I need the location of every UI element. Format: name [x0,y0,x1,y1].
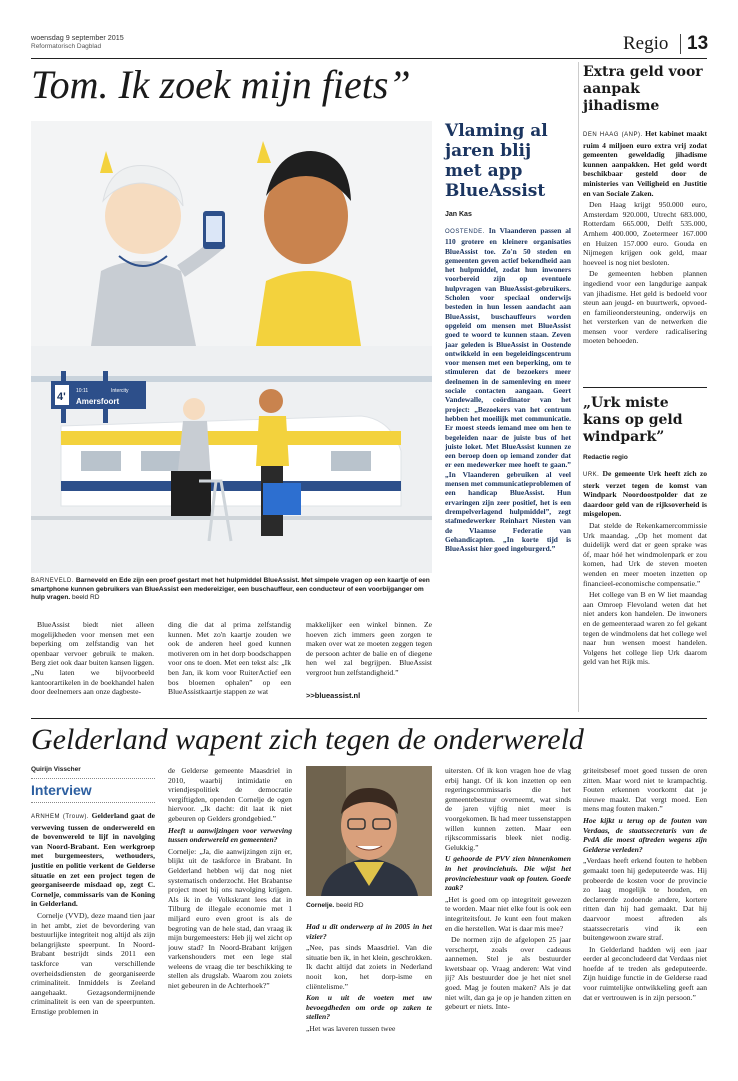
train-type: Intercity [111,388,129,394]
interview-col-5-a1: „Verdaas heeft erkend fouten te hebben gemaakt toen hij gedeputeerde was. Hij probeerde de kosten voor de provincie zo laag mogelijk te houden, en declareerde zodoende andere, kortere ritten dan hij had gemaakt. Dat hij daarvoor moest aftreden als staatssecretaris vind ik een buitengewoon zware straf. [583,856,707,943]
interview-col-5-a2: In Gelderland hadden wij een jaar eerder al geconcludeerd dat Verdaas niet hoefde af te treden als gedeputeerde. Zijn huidige functie in de Gelderse raad voor ruimtelijke ontwikkeling geeft aan dat er vertrouwen is in zijn persoon.” [583,944,707,1002]
cornelje-photo [306,766,432,896]
interview-col-1-body [31,811,155,1081]
interview-col-5-p1: griteitsbesef moet goed tussen de oren zitten. Maar word niet te krampachtig. Fouten erkennen voorkomt dat je nieuwe maakt. Dat vergt moed. Een mens mag fouten maken.” [583,766,707,814]
side-headline: Vlaming al jaren blij met app BlueAssist [445,121,548,201]
main-col-1-text: BlueAssist biedt niet alleen mogelijkheden voor mensen met een beperking om zelfstandig van het openbaar vervoer gebruik te maken. Berg ziet ook daar buiten kansen liggen. „Nu laten we bijvoorbeeld kantoorartikelen in de boekhandel halen door deelnemers aan onze dagbeste- [31,620,154,697]
departure-time: 10:11 [76,388,89,394]
main-illustration [31,121,432,573]
interview-headline: Gelderland wapent zich tegen de onderwereld [31,723,584,756]
section-name: Regio [623,33,669,54]
page-number: 13 [687,33,709,54]
interview-col-4-a1: „Het is goed om op integriteit gewezen te worden. Maar niet elke fout is ook een integriteitsfout. Je kunt een fout maken en die herstellen. Wat is daar mis mee? [445,894,571,933]
platform-number: 4' [57,391,66,403]
jihadisme-body [583,129,707,348]
side-article [445,121,571,711]
main-col-2-text: ding die dat al prima zelfstandig kunnen. Met zo'n kaartje zouden we ook de anderen heel goed kunnen motiveren om in het dorp boodschappen voor ons te doen. Met een tekst als: „Ik ben Jan, ik kom voor RuiterActief een bos bloemen ophalen” op een BlueAssistkaartje stappen ze wat [168,620,291,697]
jihadisme-article [583,64,707,348]
photo-caption-name: Cornelje. [306,902,335,909]
side-body [445,226,571,746]
interview-col-4-a2: De normen zijn de afgelopen 25 jaar verscherpt, zoals over cadeaus aannemen. Stel je als bestuurder kwetsbaar op. Vraag anderen: Wat vind jij? Als bestuurder doe je het niet snel goed. Mag je fouten maken? Als je dat niet wilt, dan ga je op je handen zitten en gebeurt er niets. Inte- [445,935,571,1012]
urk-headline: „Urk miste kans op geld windpark” [583,395,683,445]
interview-label: Interview [31,782,92,798]
main-col-3 [306,620,432,690]
interview-col-5 [583,766,707,1056]
interview-col-3-q2: Kon u uit de voeten met uw bevoegdheden om orde op zaken te stellen? [306,993,432,1022]
issue-date: woensdag 9 september 2015 [31,33,124,42]
interview-col-4-q1: U gehoorde de PVV zien binnenkomen in het provinciehuis. Die wijst het provinciebestuur vaak op fouten. Goede zaak? [445,854,571,893]
urk-lead: De gemeente Urk heeft zich zo sterk verzet tegen de komst van Windpark Noordoostpolder dat ze daardoor geld van de rijksoverheid is misgelopen. [583,469,707,519]
interview-col-3 [306,922,432,1062]
urk-dateline: URK. [583,472,600,478]
interview-col-2-a1: Cornelje: „Ja, die aanwijzingen zijn er, blijkt uit de taskforce in Brabant. In Gelderland hebben wij dat nog niet systematisch onderzocht. Het Brabantse project moet bij ons navolging krijgen. Als ik in de Volkskrant lees dat in Tilburg de illegale economie met 1 miljard euro even groot is als de begroting van de hele stad, dan vraag ik mijn burgemeesters: Heb jij wel zicht op jouw stad? In Noord-Brabant krijgen varkenshouders met een lege stal weleens de vraag die ter beschikking te stellen als drugslab. Waarom zou zoiets niet gebeuren in de Achterhoek?” [168,846,292,991]
destination-sign: Amersfoort [76,397,120,406]
interview-dateline: ARNHEM (Trouw). [31,814,89,820]
column-divider [578,62,579,712]
interview-col-4 [445,766,571,1056]
interview-col-1-text: Cornelje (VVD), deze maand tien jaar in het ambt, ziet de bevordering van bestuurlijke integriteit nog altijd als zijn belangrijkste speerpunt. In Noord-Brabant bestrijdt sinds 2011 een taskforce van verschillende overheidsdiensten de georganiseerde criminaliteit. Inmiddels is Zeeland aangehaakt. Gezagsondermijnende criminaliteit is een van de speerpunten. Ernstige problemen in [31,910,155,1016]
photo-caption-credit: beeld RD [336,902,364,909]
urk-p1: Dat stelde de Rekenkamercommissie Urk maandag. „Op het moment dat duidelijk werd dat er geen sprake was óf, maar hóé het windmolenpark er zou komen, had Urk de steven moeten wenden en meer moeten inzetten op financieel-economische compensatie.” [583,520,707,588]
interview-col-2-p1: de Gelderse gemeente Maasdriel in 2010, waarbij intimidatie en vriendjespolitiek de democratie vergiftigden, openden Cornelje de ogen hiervoor. „Ik dacht: dit laat ik niet gebeuren op Gelders grondgebied.” [168,766,292,823]
interview-col-2-q1: Heeft u aanwijzingen voor verweving tussen onderwereld en gemeenten? [168,825,292,845]
interview-col-1 [31,766,155,1081]
newspaper-name: Reformatorisch Dagblad [31,43,102,50]
urk-p2: Het college van B en W liet maandag aan Omroep Flevoland weten dat het niet anders kon handelen. De inwoners en de gemeenteraad waren zo fel gekant tegen de windmolens dat het college wel naar hun wensen moest handelen. Volgens het college liep Urk daarom geld van het Rijk mis. [583,590,707,667]
jihadisme-lead: Het kabinet maakt ruim 4 miljoen euro extra vrij zodat gemeenten geweldadig jihadisme kunnen aanpakken. Het geld wordt beschikbaar gesteld door de ministeries van Veiligheid en Justitie en van Sociale Zaken. [583,129,707,198]
urk-article [583,395,707,709]
main-col-1 [31,620,154,700]
jihadisme-p2: De gemeenten hebben plannen ingediend voor een langdurige aanpak van jihadisme. Het geld is bedoeld voor steun aan jeugd- en buurtwerk, opvoed- en familieondersteuning, onderwijs en het versterken van de netwerken die mensen voor verdere radicalisering moeten behoeden. [583,269,707,346]
jihadisme-headline: Extra geld voor aanpak jihadisme [583,64,703,114]
side-lead: In Vlaanderen passen al 110 grotere en kleinere organisaties BlueAssist toe. Zo'n 50 steden en gemeenten geven actief bekendheid aan het hulpmiddel, zodat hun inwoners voorbereid zijn op eventuele hulpvragen van BlueAssist-gebruikers. Scholen voor speciaal onderwijs besteden in hun lessen aandacht aan BlueAssist, buschauffeurs worden opgeleid om mensen met BlueAssist goed te woord te kunnen staan. Zeven jaar geleden is BlueAssist in Oostende ontwikkeld in een begeleidingscentrum voor mensen met een beperking, om te stimuleren dat de bezoekers meer deelnemen in de samenleving en meer sociale contacten aangaan. Geert Vandewalle, coördinator van het project: „Bezoekers van het centrum hebben het moeilijk met communicatie. Er moest steeds iemand mee om hen te begeleiden naar de juiste bus of het juiste loket. Met BlueAssist kunnen ze een beroep doen op iemand zonder dat er een medewerker mee hoeft te gaan.” „In Vlaanderen gebruiken al veel mensen met communicatieproblemen of een handicap BlueAssist. Hun ervaringen zijn zeer positief, het is een drempelverlagend hulpmiddel”, zegt stafmedewerker Reinhart Niesten van de Vlaamse Federatie van Gehandicapten. „In korte tijd is BlueAssist hier goed ingeburgerd.” [445,226,571,554]
blueassist-link[interactable]: >>blueassist.nl [306,691,361,700]
masthead-rule [31,58,707,59]
main-col-2 [168,620,291,700]
jihadisme-dateline: DEN HAAG (ANP). [583,132,643,138]
urk-byline: Redactie regio [583,454,628,461]
caption-credit: beeld RD [72,594,100,602]
interview-col-4-p1: uitersten. Of ik kon vragen hoe de vlag erbij hangt. Of ik kon inzetten op een regeringscommissaris die het gemeentebestuur overneemt, wat sinds de jaren vijftig niet meer is voorgekomen. Ik had meer tussenstappen willen kunnen zetten. Maar een rijkscommissaris bleek niet nodig. Gelukkig.” [445,766,571,852]
masthead-divider [680,34,681,54]
caption-dateline: BARNEVELD. [31,578,75,584]
main-caption [31,577,432,603]
caption-text: Barneveld en Ede zijn een proef gestart met het hulpmiddel BlueAssist. Met simpele vragen op een kaartje of een smartphone kunnen gebruikers van BlueAssist een medereiziger, een buschauffeur, een conducteur of een voorbijganger om hulp vragen. [31,577,430,602]
interview-col-2 [168,766,292,1056]
urk-body [583,469,707,709]
main-headline: Tom. Ik zoek mijn fiets” [31,62,411,107]
urk-rule [583,387,707,388]
side-byline: Jan Kas [445,211,472,218]
interview-col-3-a2: „Het was laveren tussen twee [306,1023,396,1033]
interview-col-3-q1: Had u dit onderwerp al in 2005 in het vizier? [306,922,432,941]
photo-caption [306,902,364,909]
interview-byline: Quirijn Visscher [31,766,81,773]
jihadisme-p1: Den Haag krijgt 950.000 euro, Amsterdam 920.000, Utrecht 683.000, Rotterdam 665.000, Delft 535.000, Arnhem 400.000, Zoetermeer 167.000 en Huizen 157.000 euro. Gouda en Nijmegen krijgen ook geld, maar hoeveel is nog niet besloten. [583,200,707,267]
interview-lead: Gelderland gaat de verweving tussen de onderwereld en de bovenwereld te lijf in navolging van Noord-Brabant. Een werkgroep met burgemeesters, wethouders, justitie en politie verkent de Gelderse situatie en zet een project tegen de georganiseerde misdaad op, zegt C. Cornelje, commissaris van de Koning in Gelderland. [31,811,155,909]
main-col-3-text: makkelijker een winkel binnen. Ze hoeven zich immers geen zorgen te maken over wat ze moeten zeggen tegen de persoon achter de balie en of diegene hen wel zal begrijpen. BlueAssist vergroot hun zelfstandigheid.” [306,620,432,677]
interview-col-3-a1: „Nee, pas sinds Maasdriel. Van die situatie ben ik, in het klein, geschrokken. Ik dacht altijd dat zoiets in Nederland nooit kon, het dorp-isme en cliëntelisme.” [306,943,432,991]
interview-col-5-q1: Hoe kijkt u terug op de fouten van Verdaas, de staatssecretaris van de PvdA die moest aftreden wegens zijn Gelderse verleden? [583,815,707,854]
side-dateline: OOSTENDE. [445,229,485,235]
interview-rule [31,718,707,719]
